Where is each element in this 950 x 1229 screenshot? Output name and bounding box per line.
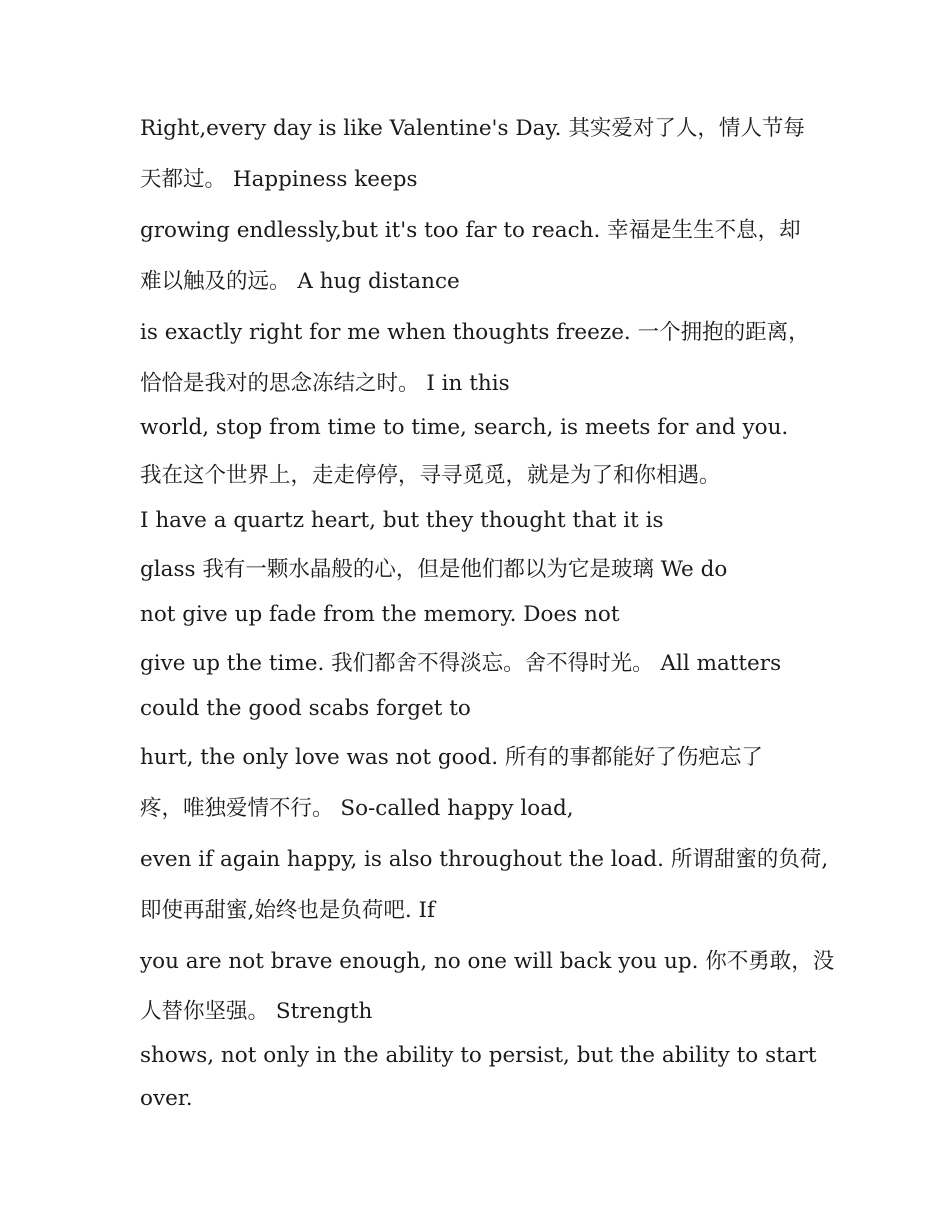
text-line: 恰恰是我对的思念冻结之时。 I in this [140,371,510,396]
text-line: 疼，唯独爱情不行。 So-called happy load, [140,796,574,821]
text-line: shows, not only in the ability to persist, but the ability to start [140,1043,817,1068]
text-line: not give up fade from the memory. Does not [140,602,620,627]
text-line: 难以触及的远。 A hug distance [140,269,460,294]
text-line: is exactly right for me when thoughts freeze. 一个拥抱的距离， [140,320,810,345]
text-line: give up the time. 我们都舍不得淡忘。舍不得时光。 All matters [140,651,782,676]
text-line: you are not brave enough, no one will back you up. 你不勇敢，没 [140,949,835,974]
text-line: glass 我有一颗水晶般的心，但是他们都以为它是玻璃 We do [140,557,728,582]
text-line: 天都过。 Happiness keeps [140,167,418,192]
text-line: I have a quartz heart, but they thought that it is [140,508,664,533]
text-line: 即使再甜蜜,始终也是负荷吧. If [140,898,435,923]
text-line: could the good scabs forget to [140,696,471,721]
text-line: 我在这个世界上，走走停停，寻寻觅觅，就是为了和你相遇。 [140,463,721,488]
text-line: Right,every day is like Valentine's Day. 其实爱对了人，情人节每 [140,116,805,141]
text-line: over. [140,1086,193,1111]
text-line: 人替你坚强。 Strength [140,999,373,1024]
text-line: hurt, the only love was not good. 所有的事都能好了伤疤忘了 [140,745,763,770]
text-line: world, stop from time to time, search, is meets for and you. [140,415,789,440]
text-line: growing endlessly,but it's too far to reach. 幸福是生生不息，却 [140,218,801,243]
text-line: even if again happy, is also throughout the load. 所谓甜蜜的负荷, [140,847,829,872]
